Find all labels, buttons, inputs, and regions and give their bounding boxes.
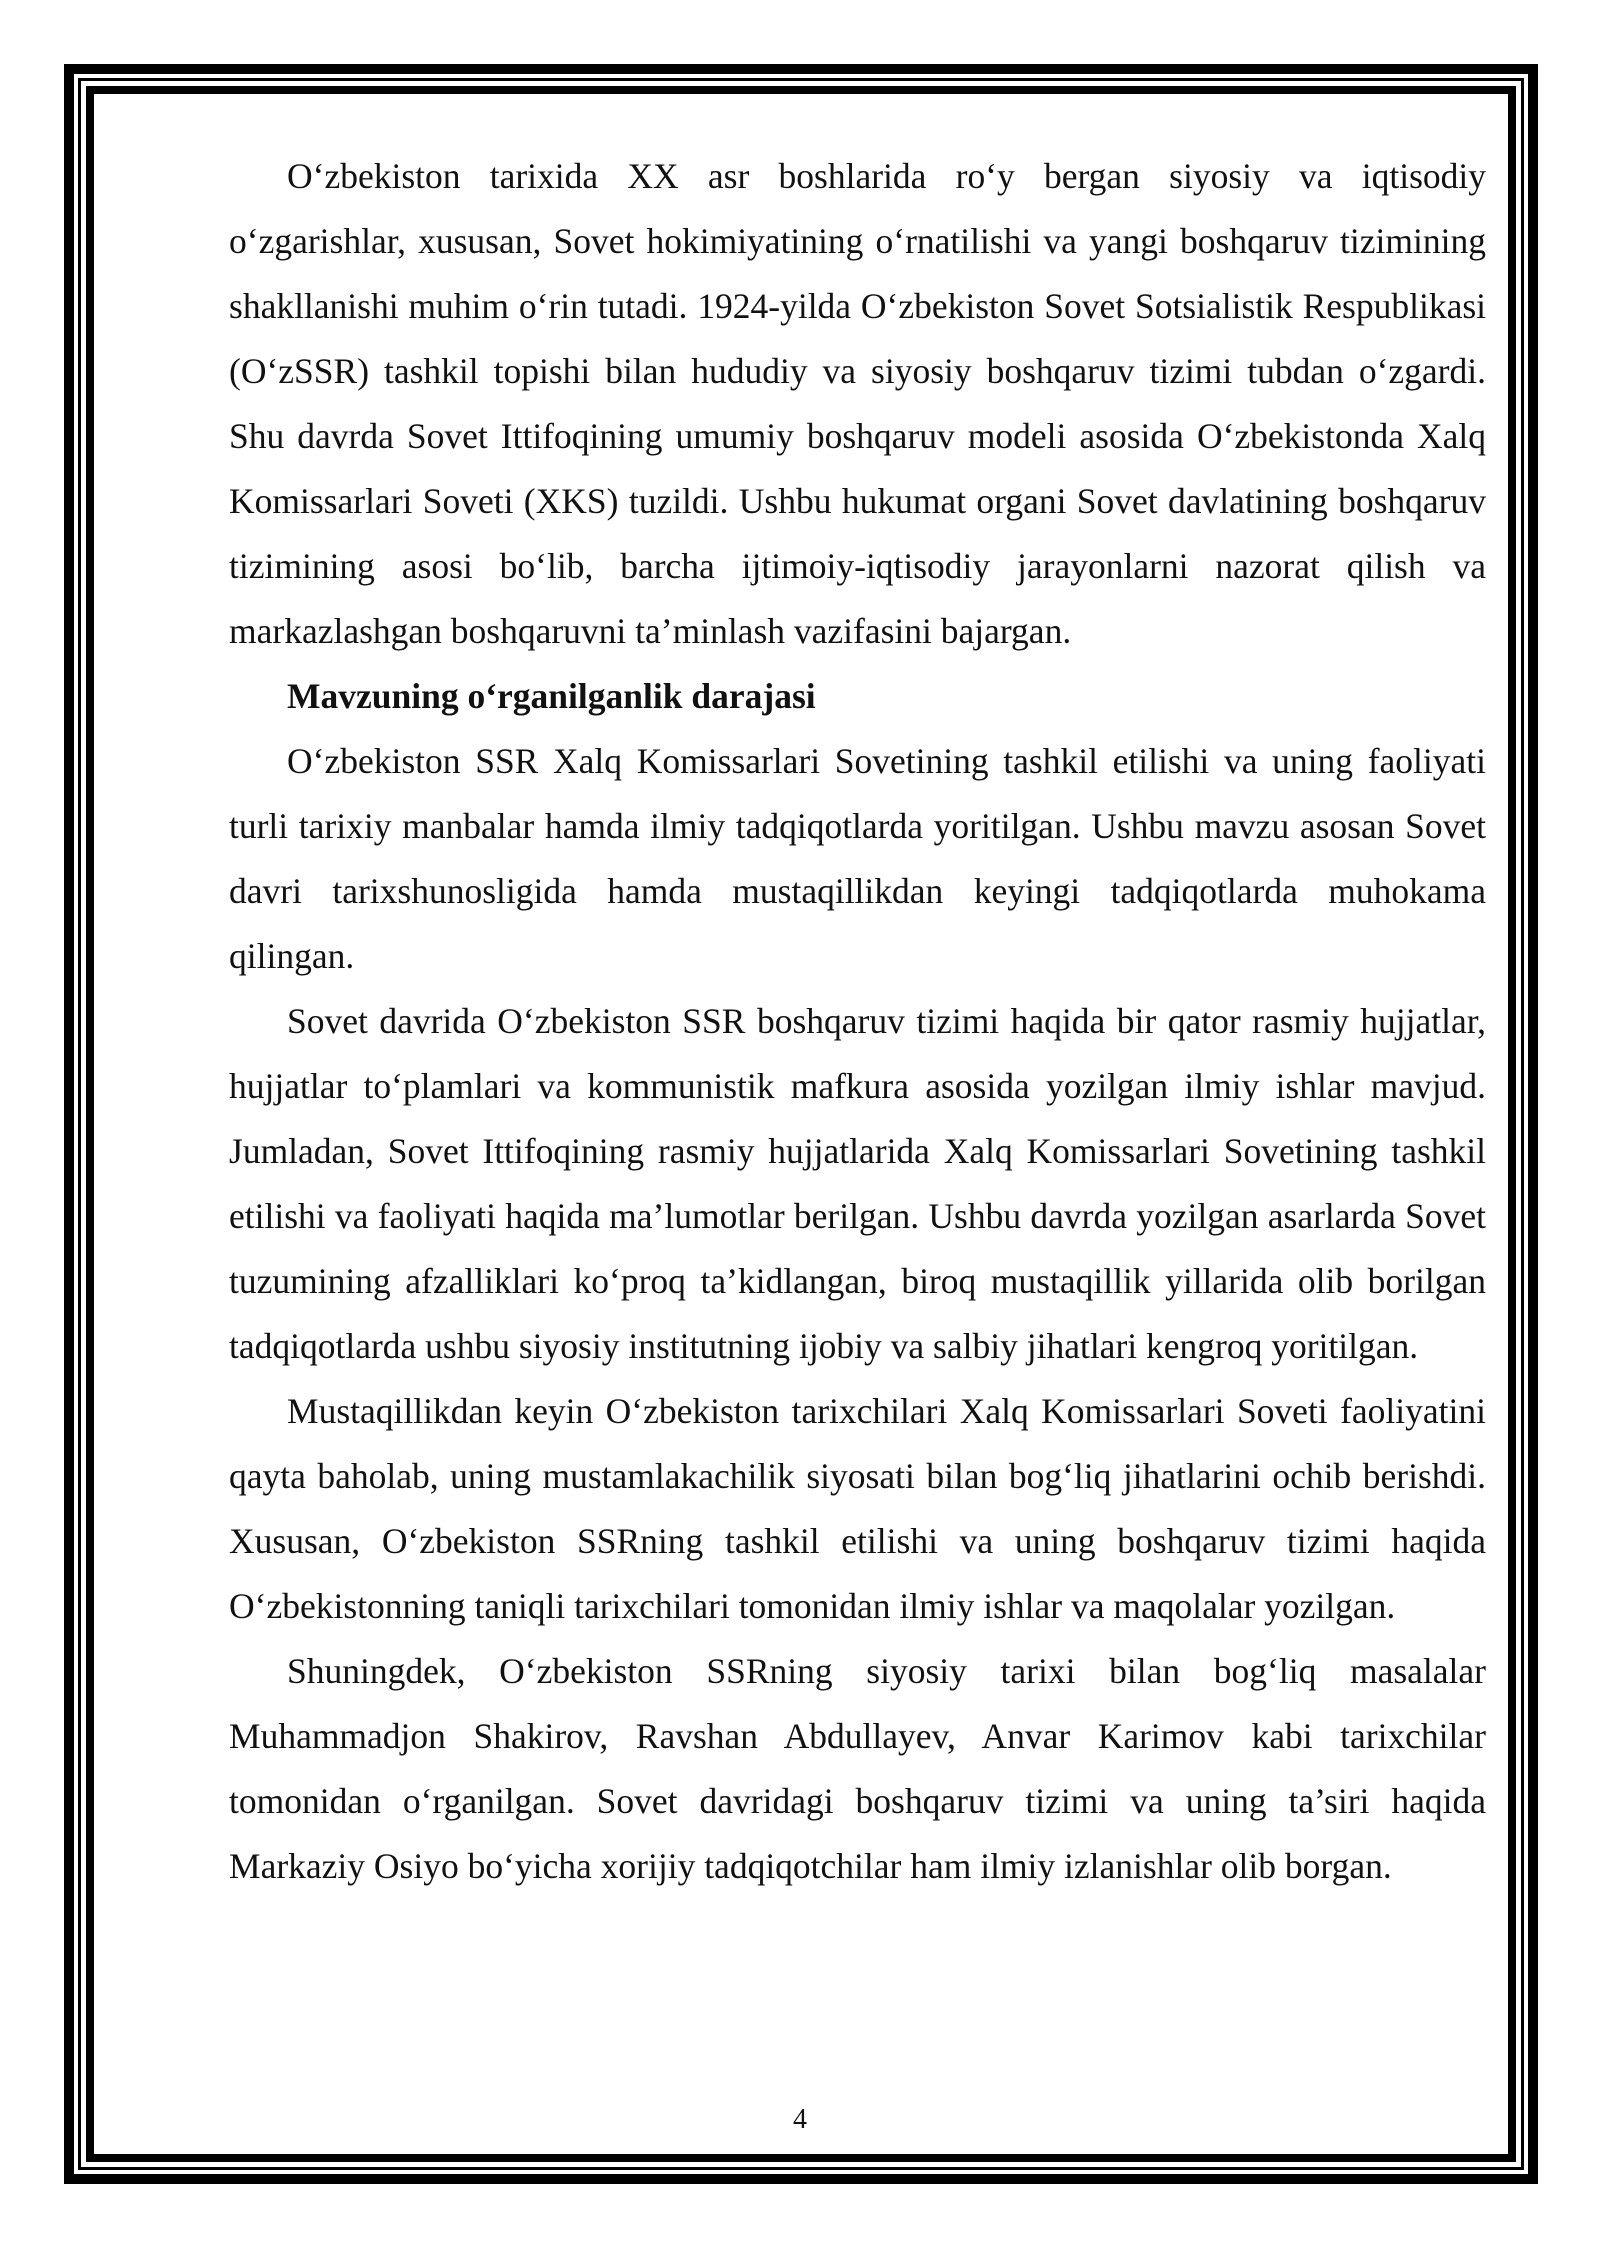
section-paragraph-4: Shuningdek, O‘zbekiston SSRning siyosiy tarixi bilan bog‘liq masalalar Muhammadjon Shakirov, Ravshan Abdullayev, Anvar Karimov kabi tarixchilar tomonidan o‘rganilgan. Sovet davridagi boshqaruv tizimi va uning ta’siri haqida Markaziy Osiyo bo‘yicha xorijiy tadqiqotchilar ham ilmiy izlanishlar olib borgan. xyxy=(229,1651,1486,1886)
section-paragraph-2: Sovet davrida O‘zbekiston SSR boshqaruv tizimi haqida bir qator rasmiy hujjatlar, hujjatlar to‘plamlari va kommunistik mafkura asosida yozilgan ilmiy ishlar mavjud. Jumladan, Sovet Ittifoqining rasmiy hujjatlarida Xalq Komissarlari Sovetining tashkil etilishi va faoliyati haqida ma’lumotlar berilgan. Ushbu davrda yozilgan asarlarda Sovet tuzumining afzalliklari ko‘proq ta’kidlangan, biroq mustaqillik yillarida olib borilgan tadqiqotlarda ushbu siyosiy institutning ijobiy va salbiy jihatlari kengroq yoritilgan. xyxy=(229,1001,1486,1366)
section-heading: Mavzuning o‘rganilganlik darajasi xyxy=(287,676,816,716)
section-paragraph-3: Mustaqillikdan keyin O‘zbekiston tarixchilari Xalq Komissarlari Soveti faoliyatini qayta baholab, uning mustamlakachilik siyosati bilan bog‘liq jihatlarini ochib berishdi. Xususan, O‘zbekiston SSRning tashkil etilishi va uning boshqaruv tizimi haqida O‘zbekistonning taniqli tarixchilari tomonidan ilmiy ishlar va maqolalar yozilgan. xyxy=(229,1391,1486,1626)
intro-paragraph: O‘zbekiston tarixida XX asr boshlarida ro‘y bergan siyosiy va iqtisodiy o‘zgarishlar, xususan, Sovet hokimiyatining o‘rnatilishi va yangi boshqaruv tizimining shakllanishi muhim o‘rin tutadi. 1924-yilda O‘zbekiston Sovet Sotsialistik Respublikasi (O‘zSSR) tashkil topishi bilan hududiy va siyosiy boshqaruv tizimi tubdan o‘zgardi. Shu davrda Sovet Ittifoqining umumiy boshqaruv modeli asosida O‘zbekistonda Xalq Komissarlari Soveti (XKS) tuzildi. Ushbu hukumat organi Sovet davlatining boshqaruv tizimining asosi bo‘lib, barcha ijtimoiy-iqtisodiy jarayonlarni nazorat qilish va markazlashgan boshqaruvni ta’minlash vazifasini bajargan. xyxy=(229,156,1486,651)
section-paragraph-1: O‘zbekiston SSR Xalq Komissarlari Sovetining tashkil etilishi va uning faoliyati turli tarixiy manbalar hamda ilmiy tadqiqotlarda yoritilgan. Ushbu mavzu asosan Sovet davri tarixshunosligida hamda mustaqillikdan keyingi tadqiqotlarda muhokama qilingan. xyxy=(229,741,1486,976)
page-content xyxy=(229,144,1486,1899)
page-number: 4 xyxy=(793,2104,807,2135)
